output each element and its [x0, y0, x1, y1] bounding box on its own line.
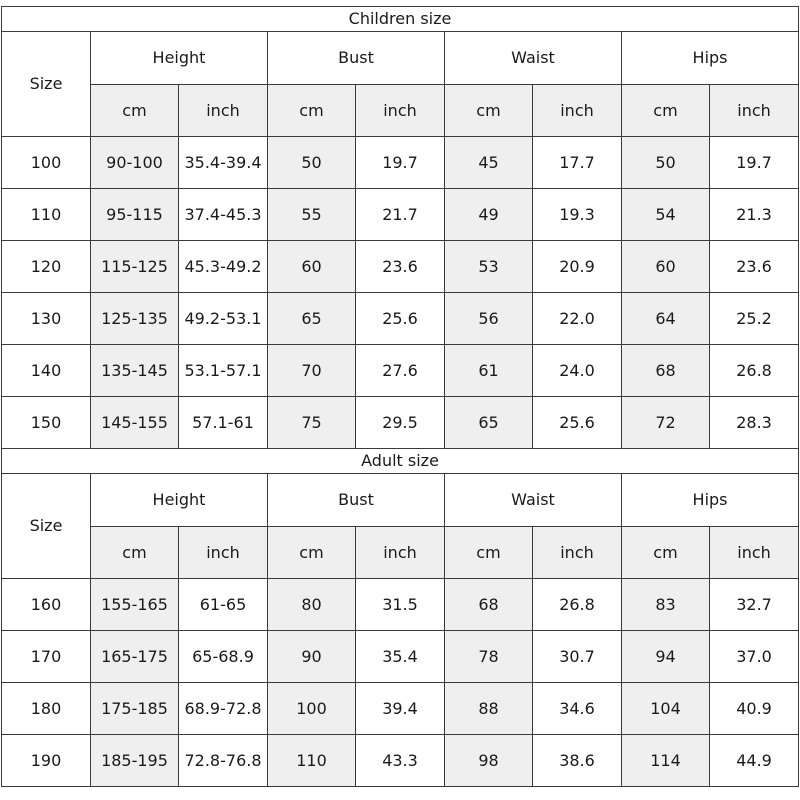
measurement-cell: 32.7 — [710, 579, 799, 631]
adult-unit-header: inch — [356, 527, 445, 579]
measurement-cell: 24.0 — [533, 345, 622, 397]
size-chart — [1, 6, 798, 787]
measurement-cell: 19.7 — [356, 137, 445, 189]
measurement-cell: 30.7 — [533, 631, 622, 683]
adult-group-header-hips: Hips — [622, 474, 799, 527]
table-row — [2, 397, 799, 449]
size-cell: 180 — [2, 683, 91, 735]
measurement-cell: 70 — [268, 345, 356, 397]
measurement-cell: 57.1-61 — [179, 397, 268, 449]
adult-size-header: Size — [2, 474, 91, 579]
measurement-cell: 80 — [268, 579, 356, 631]
measurement-cell: 26.8 — [533, 579, 622, 631]
children-unit-header: inch — [710, 85, 799, 137]
measurement-cell: 19.7 — [710, 137, 799, 189]
measurement-cell: 104 — [622, 683, 710, 735]
size-cell: 100 — [2, 137, 91, 189]
adult-unit-header: cm — [268, 527, 356, 579]
measurement-cell: 90 — [268, 631, 356, 683]
measurement-cell: 95-115 — [91, 189, 179, 241]
children-unit-header: inch — [179, 85, 268, 137]
measurement-cell: 88 — [445, 683, 533, 735]
measurement-cell: 56 — [445, 293, 533, 345]
children-section-title: Children size — [2, 7, 799, 32]
table-row — [2, 189, 799, 241]
measurement-cell: 26.8 — [710, 345, 799, 397]
measurement-cell: 61-65 — [179, 579, 268, 631]
measurement-cell: 65-68.9 — [179, 631, 268, 683]
adult-unit-header: inch — [710, 527, 799, 579]
measurement-cell: 78 — [445, 631, 533, 683]
measurement-cell: 53 — [445, 241, 533, 293]
measurement-cell: 34.6 — [533, 683, 622, 735]
table-row — [2, 683, 799, 735]
measurement-cell: 40.9 — [710, 683, 799, 735]
measurement-cell: 114 — [622, 735, 710, 787]
measurement-cell: 110 — [268, 735, 356, 787]
measurement-cell: 35.4-39.4 — [179, 137, 268, 189]
children-unit-header: inch — [533, 85, 622, 137]
measurement-cell: 115-125 — [91, 241, 179, 293]
measurement-cell: 68.9-72.8 — [179, 683, 268, 735]
measurement-cell: 38.6 — [533, 735, 622, 787]
children-group-header-waist: Waist — [445, 32, 622, 85]
children-unit-header: cm — [91, 85, 179, 137]
measurement-cell: 98 — [445, 735, 533, 787]
measurement-cell: 23.6 — [710, 241, 799, 293]
adult-unit-header: cm — [622, 527, 710, 579]
measurement-cell: 25.6 — [533, 397, 622, 449]
adult-group-header-height: Height — [91, 474, 268, 527]
measurement-cell: 68 — [622, 345, 710, 397]
measurement-cell: 72 — [622, 397, 710, 449]
measurement-cell: 72.8-76.8 — [179, 735, 268, 787]
measurement-cell: 185-195 — [91, 735, 179, 787]
measurement-cell: 44.9 — [710, 735, 799, 787]
adult-unit-header: cm — [91, 527, 179, 579]
table-row — [2, 241, 799, 293]
measurement-cell: 31.5 — [356, 579, 445, 631]
measurement-cell: 54 — [622, 189, 710, 241]
adult-group-header-bust: Bust — [268, 474, 445, 527]
measurement-cell: 50 — [268, 137, 356, 189]
children-unit-header-row — [2, 85, 799, 137]
measurement-cell: 17.7 — [533, 137, 622, 189]
measurement-cell: 61 — [445, 345, 533, 397]
measurement-cell: 65 — [445, 397, 533, 449]
measurement-cell: 22.0 — [533, 293, 622, 345]
measurement-cell: 125-135 — [91, 293, 179, 345]
measurement-cell: 94 — [622, 631, 710, 683]
measurement-cell: 175-185 — [91, 683, 179, 735]
adult-title-row — [2, 449, 799, 474]
size-cell: 130 — [2, 293, 91, 345]
table-row — [2, 293, 799, 345]
adult-section-title: Adult size — [2, 449, 799, 474]
measurement-cell: 27.6 — [356, 345, 445, 397]
measurement-cell: 21.3 — [710, 189, 799, 241]
measurement-cell: 145-155 — [91, 397, 179, 449]
size-cell: 160 — [2, 579, 91, 631]
size-cell: 120 — [2, 241, 91, 293]
measurement-cell: 49.2-53.1 — [179, 293, 268, 345]
size-chart-body — [2, 7, 799, 787]
table-row — [2, 579, 799, 631]
size-cell: 190 — [2, 735, 91, 787]
measurement-cell: 25.2 — [710, 293, 799, 345]
measurement-cell: 37.4-45.3 — [179, 189, 268, 241]
size-cell: 110 — [2, 189, 91, 241]
measurement-cell: 45.3-49.2 — [179, 241, 268, 293]
measurement-cell: 165-175 — [91, 631, 179, 683]
measurement-cell: 20.9 — [533, 241, 622, 293]
measurement-cell: 60 — [622, 241, 710, 293]
measurement-cell: 68 — [445, 579, 533, 631]
measurement-cell: 39.4 — [356, 683, 445, 735]
children-unit-header: cm — [622, 85, 710, 137]
measurement-cell: 21.7 — [356, 189, 445, 241]
children-unit-header: cm — [268, 85, 356, 137]
children-size-header: Size — [2, 32, 91, 137]
adult-unit-header-row — [2, 527, 799, 579]
children-group-header-bust: Bust — [268, 32, 445, 85]
measurement-cell: 90-100 — [91, 137, 179, 189]
adult-unit-header: cm — [445, 527, 533, 579]
measurement-cell: 83 — [622, 579, 710, 631]
measurement-cell: 35.4 — [356, 631, 445, 683]
size-chart-table — [1, 6, 799, 787]
size-cell: 150 — [2, 397, 91, 449]
adult-unit-header: inch — [533, 527, 622, 579]
measurement-cell: 155-165 — [91, 579, 179, 631]
children-unit-header: cm — [445, 85, 533, 137]
adult-group-header-row — [2, 474, 799, 527]
measurement-cell: 135-145 — [91, 345, 179, 397]
table-row — [2, 631, 799, 683]
children-unit-header: inch — [356, 85, 445, 137]
adult-unit-header: inch — [179, 527, 268, 579]
children-title-row — [2, 7, 799, 32]
measurement-cell: 100 — [268, 683, 356, 735]
table-row — [2, 137, 799, 189]
measurement-cell: 55 — [268, 189, 356, 241]
measurement-cell: 45 — [445, 137, 533, 189]
measurement-cell: 53.1-57.1 — [179, 345, 268, 397]
children-group-header-row — [2, 32, 799, 85]
measurement-cell: 37.0 — [710, 631, 799, 683]
table-row — [2, 735, 799, 787]
measurement-cell: 50 — [622, 137, 710, 189]
children-group-header-hips: Hips — [622, 32, 799, 85]
measurement-cell: 29.5 — [356, 397, 445, 449]
measurement-cell: 60 — [268, 241, 356, 293]
measurement-cell: 25.6 — [356, 293, 445, 345]
measurement-cell: 64 — [622, 293, 710, 345]
adult-group-header-waist: Waist — [445, 474, 622, 527]
measurement-cell: 19.3 — [533, 189, 622, 241]
table-row — [2, 345, 799, 397]
measurement-cell: 43.3 — [356, 735, 445, 787]
measurement-cell: 49 — [445, 189, 533, 241]
children-group-header-height: Height — [91, 32, 268, 85]
measurement-cell: 28.3 — [710, 397, 799, 449]
measurement-cell: 65 — [268, 293, 356, 345]
measurement-cell: 23.6 — [356, 241, 445, 293]
measurement-cell: 75 — [268, 397, 356, 449]
size-cell: 170 — [2, 631, 91, 683]
size-cell: 140 — [2, 345, 91, 397]
